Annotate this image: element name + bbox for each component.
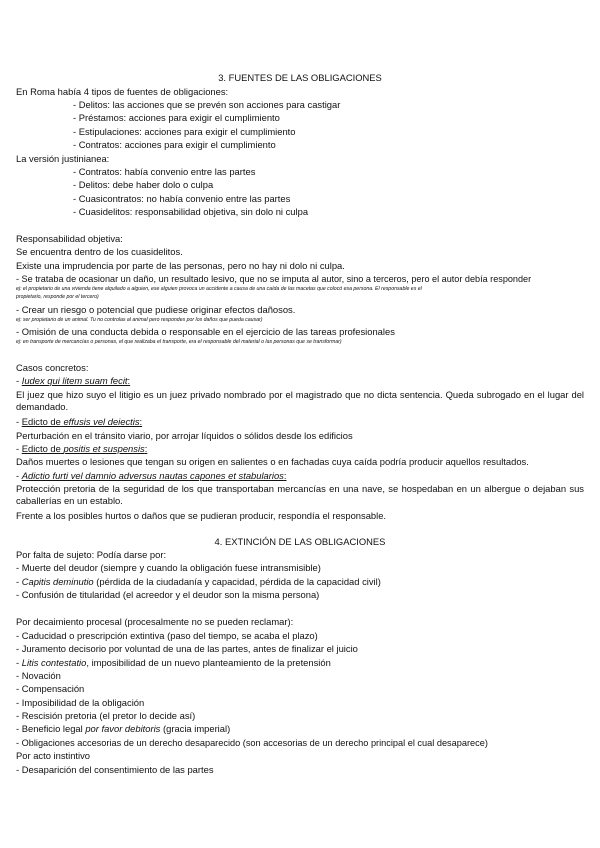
- responsabilidad-title: Responsabilidad objetiva:: [16, 233, 123, 244]
- responsabilidad-line: - Omisión de una conducta debida o responsable en el ejercicio de las tareas profesionales: [16, 326, 395, 337]
- responsabilidad-line: - Se trataba de ocasionar un daño, un resultado lesivo, que no se imputa al autor, sino a terceros, pero el autor debía responder: [16, 274, 532, 284]
- procesal-title: Por decaimiento procesal (procesalmente no se pueden reclamar):: [16, 616, 294, 627]
- caso-label: effusis vel deiectis: [63, 416, 140, 427]
- procesal-rest: (gracia imperial): [162, 723, 231, 734]
- caso-text: Perturbación en el tránsito viario, por arrojar líquidos o sólidos desde los edificios: [16, 430, 353, 441]
- instinto-item: - Desaparición del consentimiento de las partes: [16, 764, 214, 775]
- caso-prefix: Edicto de: [21, 416, 61, 427]
- responsabilidad-note: ej: el propietario de una vivienda tiene alquilado a alguien, ese alguien provoca un accidente a causa de una caída de las macetas que colocó esa persona. El responsable es el: [16, 286, 422, 292]
- roma-item: - Delitos: las acciones que se prevén son acciones para castigar: [73, 99, 341, 110]
- procesal-item: - Juramento decisorio por voluntad de una de las partes, antes de finalizar el juicio: [16, 643, 358, 654]
- procesal-prefix: - Beneficio legal: [16, 723, 83, 734]
- caso-text: Protección pretoria de la seguridad de los que transportaban mercancías en una nave, se hospedaban en un albergue o dejaban sus caballerías en un establo.: [16, 483, 584, 506]
- justinianea-item: - Cuasicontratos: no había convenio entre las partes: [73, 193, 291, 204]
- casos-title: Casos concretos:: [16, 362, 89, 373]
- caso-label: positis et suspensis: [63, 443, 145, 454]
- sujeto-italic: Capitis deminutio: [21, 576, 94, 587]
- responsabilidad-note: ej: ser propietario de un animal. Tu no controlas al animal pero respondes por los daños que pueda causar): [16, 317, 263, 323]
- responsabilidad-note: propietario, responde por el tercero): [16, 294, 99, 300]
- caso-heading: - Edicto de positis et suspensis:: [16, 443, 148, 454]
- caso-label: Iudex qui litem suam fecit: [21, 375, 128, 386]
- responsabilidad-line: Existe una imprudencia por parte de las personas, pero no hay ni dolo ni culpa.: [16, 260, 345, 271]
- responsabilidad-note: ej: en transporte de mercancías o personas, el que realizaba el transporte, era el responsable del material o las personas que se transformar): [16, 339, 342, 345]
- sujeto-item: - Muerte del deudor (siempre y cuando la obligación fuese intransmisible): [16, 562, 321, 573]
- justinianea-item: - Delitos: debe haber dolo o culpa: [73, 179, 214, 190]
- caso-text: El juez que hizo suyo el litigio es un juez privado nombrado por el magistrado que no dicta sentencia. Queda subrogado en el lugar del demandado.: [16, 389, 584, 412]
- sujeto-item: - Confusión de titularidad (el acreedor y el deudor son la misma persona): [16, 589, 320, 600]
- roma-item: - Préstamos: acciones para exigir el cumplimiento: [73, 112, 280, 123]
- responsabilidad-line: - Crear un riesgo o potencial que pudiese originar efectos dañosos.: [16, 304, 296, 315]
- caso-heading: - Edicto de effusis vel deiectis:: [16, 416, 143, 427]
- caso-text: Frente a los posibles hurtos o daños que se pudieran producir, respondía el responsable.: [16, 510, 387, 521]
- sujeto-rest: (pérdida de la ciudadanía y capacidad, pérdida de la capacidad civil): [96, 576, 381, 587]
- justinianea-item: - Cuasidelitos: responsabilidad objetiva, sin dolo ni culpa: [73, 206, 309, 217]
- sujeto-item: - Capitis deminutio (pérdida de la ciudadanía y capacidad, pérdida de la capacidad civil): [16, 576, 381, 587]
- roma-item: - Estipulaciones: acciones para exigir el cumplimiento: [73, 126, 296, 137]
- procesal-italic: Litis contestatio: [21, 657, 87, 668]
- justinianea-intro: La versión justinianea:: [16, 153, 110, 164]
- procesal-italic: por favor debitoris: [85, 723, 161, 734]
- procesal-item: - Caducidad o prescripción extintiva (paso del tiempo, se acaba el plazo): [16, 630, 318, 641]
- sujeto-title: Por falta de sujeto: Podía darse por:: [16, 549, 167, 560]
- section-4-title: 4. EXTINCIÓN DE LAS OBLIGACIONES: [214, 536, 386, 547]
- caso-text: Daños muertes o lesiones que tengan su origen en salientes o en fachadas cuya caída podría producir aquellos resultados.: [16, 456, 529, 467]
- procesal-item: - Litis contestatio, imposibilidad de un nuevo planteamiento de la pretensión: [16, 657, 331, 668]
- procesal-item: [16, 723, 230, 735]
- section-3-title: 3. FUENTES DE LAS OBLIGACIONES: [218, 72, 382, 83]
- caso-label: Adictio furti vel damnio adversus nautas capones et stabularios: [21, 470, 284, 481]
- procesal-rest: , imposibilidad de un nuevo planteamiento de la pretensión: [86, 657, 331, 668]
- justinianea-item: - Contratos: había convenio entre las partes: [73, 166, 256, 177]
- procesal-item: - Compensación: [16, 683, 85, 694]
- procesal-item: - Imposibilidad de la obligación: [16, 697, 145, 708]
- responsabilidad-line: Se encuentra dentro de los cuasidelitos.: [16, 246, 183, 257]
- roma-item: - Contratos: acciones para exigir el cumplimiento: [73, 139, 276, 150]
- procesal-item: - Rescisión pretoria (el pretor lo decide así): [16, 710, 196, 721]
- caso-heading: - Iudex qui litem suam fecit:: [16, 375, 131, 386]
- caso-heading: - Adictio furti vel damnio adversus nautas capones et stabularios:: [16, 470, 287, 481]
- procesal-item: - Obligaciones accesorias de un derecho desaparecido (son accesorias de un derecho principal el cual desaparece): [16, 738, 488, 748]
- roma-intro: En Roma había 4 tipos de fuentes de obligaciones:: [16, 86, 229, 97]
- procesal-item: - Novación: [16, 670, 61, 681]
- instinto-title: Por acto instintivo: [16, 750, 90, 761]
- caso-prefix: Edicto de: [21, 443, 61, 454]
